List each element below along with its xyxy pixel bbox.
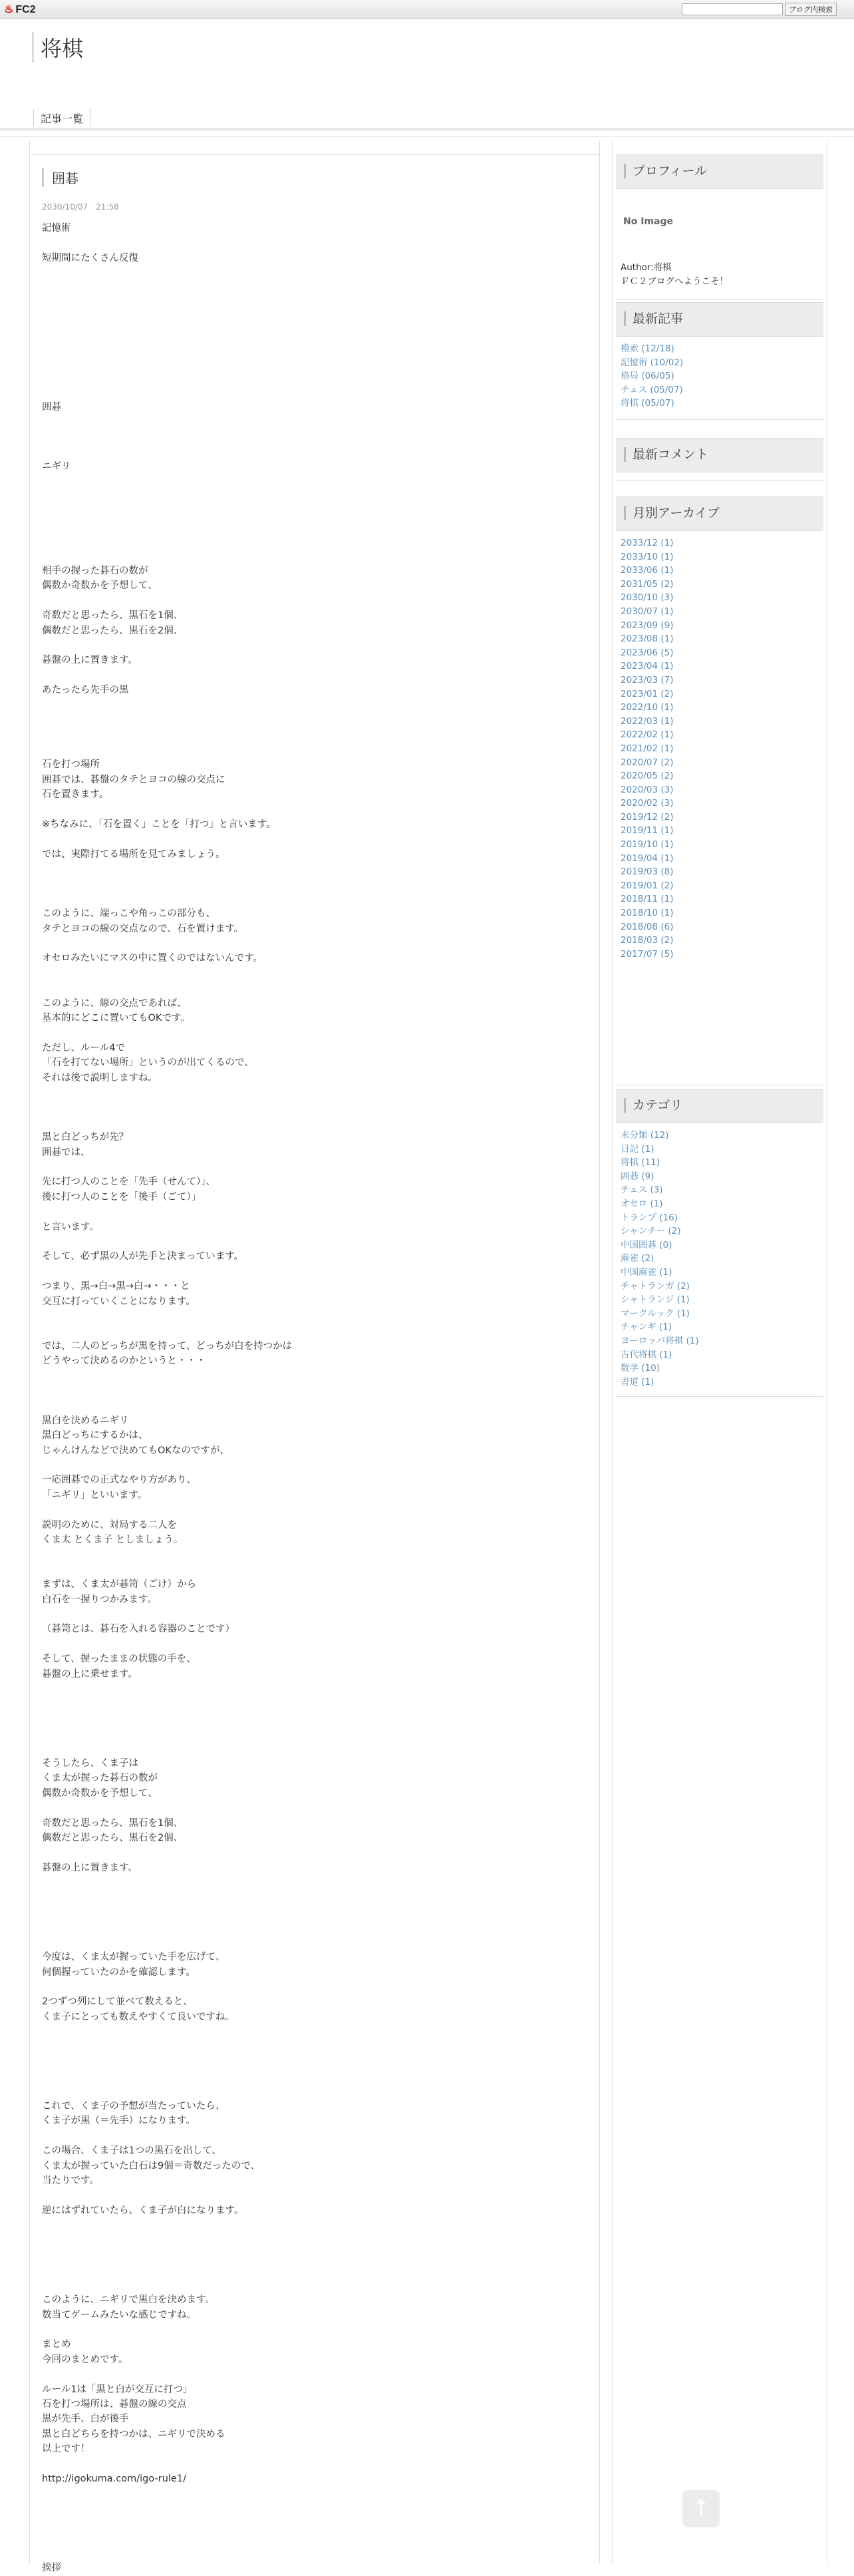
recent-article-link[interactable]: 格局 (06/05): [621, 371, 674, 382]
archive-month-link[interactable]: 2017/07 (5): [621, 948, 674, 960]
article-line: 逆にはずれていたら、くま子が白になります。: [42, 2205, 244, 2216]
blank-line: [42, 2248, 574, 2263]
category-link[interactable]: 中国囲碁 (0): [621, 1239, 672, 1250]
blank-line: [42, 862, 574, 876]
blank-line: [42, 2129, 574, 2143]
article-line: まとめ: [42, 2339, 71, 2350]
article-line: くま太が握った碁石の数が: [42, 1773, 158, 1784]
category-link[interactable]: マークルック (1): [621, 1308, 690, 1319]
archive-month-link[interactable]: 2019/03 (8): [621, 866, 674, 878]
archive-list: [621, 536, 674, 961]
article-line: このように、ニギリで黒白を決めます。: [42, 2295, 215, 2306]
article-line: くま子が黒（＝先手）になります。: [42, 2116, 196, 2127]
blank-line: [42, 1025, 574, 1040]
archive-month-link[interactable]: 2020/05 (2): [621, 771, 674, 782]
blank-line: [42, 2486, 574, 2501]
blank-line: [42, 936, 574, 951]
article-line: 黒と白どちらを持つかは、ニギリで決める: [42, 2428, 225, 2440]
article-line: 黒が先手、白が後手: [42, 2414, 129, 2425]
blank-line: [42, 1920, 574, 1934]
article-link[interactable]: http://igokuma.com/igo-rule1/: [42, 2474, 186, 2485]
article-line: どうやって決めるのかというと・・・: [42, 1356, 206, 1367]
article-line: 囲碁: [42, 401, 61, 413]
blank-line: [42, 1726, 574, 1741]
blank-line: [42, 713, 574, 727]
category-link[interactable]: トランプ (16): [621, 1212, 678, 1223]
archive-month-link[interactable]: 2023/06 (5): [621, 647, 674, 658]
blank-line: [42, 2367, 574, 2382]
archive-heading: 月別アーカイブ: [624, 506, 720, 520]
blank-line: [42, 310, 574, 325]
article-line: つまり、黒→白→黒→白→・・・と: [42, 1281, 190, 1292]
archive-month-link[interactable]: 2019/12 (2): [621, 811, 674, 823]
blank-line: [42, 1398, 574, 1413]
blank-line: [42, 2516, 574, 2531]
article-line: 石を置きます。: [42, 789, 109, 801]
category-widget-header: [616, 1089, 823, 1123]
article-line: くま太 とくま子 としましょう。: [42, 1534, 184, 1545]
blank-line: [42, 1100, 574, 1115]
archive-month-link[interactable]: 2022/02 (1): [621, 729, 674, 741]
archive-month-link[interactable]: 2033/06 (1): [621, 565, 674, 576]
fc2-flame-icon: ♨: [4, 4, 14, 15]
blank-line: [42, 504, 574, 518]
article-line: 基本的にどこに置いてもOKです。: [42, 1013, 190, 1023]
archive-month-link[interactable]: 2021/02 (1): [621, 743, 674, 754]
blank-line: [42, 1905, 574, 1920]
blank-line: [42, 1845, 574, 1860]
fc2-topbar: [0, 0, 854, 19]
blank-line: [42, 668, 574, 683]
blank-line: [42, 519, 574, 534]
blank-line: [42, 1980, 574, 1994]
article-line: オセロみたいにマスの中に置くのではないんです。: [42, 953, 263, 964]
arrow-up-icon: ↑: [691, 2495, 711, 2522]
blank-line: [42, 743, 574, 757]
category-link[interactable]: チャンギ (1): [621, 1322, 672, 1333]
article-line: ニギリ: [42, 461, 71, 472]
archive-month-link[interactable]: 2033/10 (1): [621, 551, 674, 562]
article-line: 黒白どっちにするかは、: [42, 1430, 148, 1441]
article-line: このように、端っこや角っこの部分も、: [42, 908, 215, 920]
article-line: 偶数だと思ったら、黒石を2個、: [42, 625, 184, 636]
blank-line: [42, 1891, 574, 1905]
archive-month-link[interactable]: 2018/11 (1): [621, 894, 674, 905]
category-link[interactable]: 囲碁 (9): [621, 1171, 654, 1182]
blank-line: [42, 1458, 574, 1473]
category-link[interactable]: シャトランジ (1): [621, 1294, 690, 1306]
blank-line: [42, 1085, 574, 1100]
article-line: 石を打つ場所: [42, 759, 100, 771]
recent-divider: [616, 419, 823, 420]
blank-line: [42, 1369, 574, 1383]
blank-line: [42, 2278, 574, 2293]
article-line: 挨拶: [42, 2563, 61, 2574]
article-line: 2つずつ列にして並べて数えると、: [42, 1996, 193, 2008]
blog-title[interactable]: 将棋: [32, 32, 83, 63]
blank-line: [42, 295, 574, 310]
article-line: 短期間にたくさん反復: [42, 252, 138, 264]
article-line: 交互に打っていくことになります。: [42, 1296, 196, 1307]
blank-line: [42, 2218, 574, 2233]
blank-line: [42, 281, 574, 295]
article-line: 以上です！: [42, 2444, 90, 2455]
archive-month-link[interactable]: 2018/08 (6): [621, 921, 674, 932]
blank-line: [42, 698, 574, 713]
blank-line: [42, 2546, 574, 2561]
nav-article-list[interactable]: 記事一覧: [33, 109, 90, 127]
blank-line: [42, 430, 574, 445]
fc2-logo-text: FC2: [15, 4, 36, 15]
blank-line: [42, 1801, 574, 1815]
blank-line: [42, 727, 574, 742]
blank-line: [42, 370, 574, 385]
blank-line: [42, 1607, 574, 1622]
blank-line: [42, 638, 574, 653]
article-line: 今度は、くま太が握っていた手を広げて、: [42, 1952, 225, 1963]
article-line: 記憶術: [42, 223, 71, 234]
article-line: 今回のまとめです。: [42, 2354, 128, 2365]
article-line: 偶数だと思ったら、黒石を2個、: [42, 1832, 184, 1843]
blank-line: [42, 549, 574, 564]
blank-line: [42, 2501, 574, 2516]
article-line: ルール1は「黒と白が交互に打つ」: [42, 2384, 193, 2395]
category-link[interactable]: 数学 (10): [621, 1363, 660, 1374]
article-line: 当たりです。: [42, 2175, 99, 2187]
article-line: では、二人のどっちが黒を持って、どっちが白を持つかは: [42, 1340, 293, 1352]
article-line: 偶数か奇数かを予想して、: [42, 580, 158, 592]
archive-month-link[interactable]: 2019/11 (1): [621, 825, 674, 836]
blank-line: [42, 2069, 574, 2084]
blank-line: [42, 2054, 574, 2069]
article-line: そして、握ったままの状態の手を、: [42, 1654, 196, 1665]
blank-line: [42, 355, 574, 370]
blank-line: [42, 1503, 574, 1517]
profile-heading: プロフィール: [624, 164, 707, 178]
archive-month-link[interactable]: 2018/03 (2): [621, 935, 674, 946]
archive-month-link[interactable]: 2018/10 (1): [621, 908, 674, 919]
blank-line: [42, 2233, 574, 2248]
archive-month-link[interactable]: 2019/01 (2): [621, 880, 674, 891]
blank-line: [42, 489, 574, 504]
recent-article-link[interactable]: チェス (05/07): [621, 384, 683, 395]
blog-search-input[interactable]: [682, 3, 783, 15]
archive-month-link[interactable]: 2033/12 (1): [621, 538, 674, 548]
article-line: あたったら先手の黒: [42, 685, 129, 696]
archive-month-link[interactable]: 2020/07 (2): [621, 757, 674, 768]
blank-line: [42, 981, 574, 996]
blank-line: [42, 385, 574, 399]
blank-line: [42, 534, 574, 548]
category-link[interactable]: 日記 (1): [621, 1143, 654, 1155]
article-line: ただし、ルール4で: [42, 1042, 125, 1053]
blank-line: [42, 2531, 574, 2546]
article-line: 黒白を決めるニギリ: [42, 1415, 129, 1426]
blank-line: [42, 325, 574, 340]
profile-widget-header: [616, 154, 823, 189]
recent-article-link[interactable]: 記憶術 (10/02): [621, 357, 684, 368]
article-line: 偶数か奇数かを予想して、: [42, 1787, 158, 1799]
article-line: この場合、くま子は1つの黒石を出して、: [42, 2145, 221, 2157]
recent-article-link[interactable]: 将棋 (05/07): [621, 398, 674, 409]
article-line: くま子にとっても数えやすくて良いですね。: [42, 2011, 235, 2022]
article-title[interactable]: 囲碁: [42, 168, 78, 187]
article-line: 白石を一握りつかみます。: [42, 1594, 157, 1605]
article-line: 一応囲碁での正式なやり方があり、: [42, 1475, 196, 1486]
recent-article-link[interactable]: 模索 (12/18): [621, 343, 674, 354]
archive-month-link[interactable]: 2022/10 (1): [621, 702, 674, 713]
article-line: 黒と白どっちが先？: [42, 1132, 129, 1143]
category-heading: カテゴリ: [624, 1098, 682, 1113]
article-line: これで、くま子の予想が当たっていたら、: [42, 2101, 225, 2112]
blank-line: [42, 1204, 574, 1219]
article-line: タテとヨコの線の交点なので、石を置けます。: [42, 923, 244, 934]
article-line: 囲碁では、: [42, 1147, 90, 1158]
article-line: 「ニギリ」といいます。: [42, 1489, 148, 1501]
blank-line: [42, 1160, 574, 1175]
blank-line: [42, 1742, 574, 1756]
blank-line: [42, 1383, 574, 1398]
category-link[interactable]: ヨーロッパ将棋 (1): [621, 1335, 699, 1346]
archive-month-link[interactable]: 2023/03 (7): [621, 674, 674, 685]
article-line: まずは、くま太が碁笥（ごけ）から: [42, 1579, 196, 1590]
archive-month-link[interactable]: 2030/10 (3): [621, 592, 674, 604]
archive-month-link[interactable]: 2022/03 (1): [621, 715, 674, 727]
article-line: そうしたら、くま子は: [42, 1757, 138, 1769]
page-top-button[interactable]: [682, 2490, 720, 2527]
blank-line: [42, 1935, 574, 1950]
comments-heading: 最新コメント: [624, 447, 708, 462]
blank-line: [42, 966, 574, 981]
blank-line: [42, 1682, 574, 1696]
category-divider: [616, 1396, 823, 1397]
article-line: 碁盤の上に置きます。: [42, 655, 138, 666]
category-link[interactable]: シャンチー (2): [621, 1226, 681, 1237]
category-link[interactable]: 中国麻雀 (1): [621, 1266, 672, 1278]
blank-line: [42, 236, 574, 250]
article-line: では、実際打てる場所を見てみましょう。: [42, 848, 225, 860]
blank-line: [42, 876, 574, 891]
article-line: 碁盤の上に乗せます。: [42, 1668, 138, 1680]
blank-line: [42, 474, 574, 489]
article-line: （碁笥とは、碁石を入れる容器のことです）: [42, 1624, 235, 1635]
content-divider: [0, 136, 854, 137]
category-link[interactable]: オセロ (1): [621, 1198, 663, 1209]
blank-line: [42, 340, 574, 355]
blank-line: [42, 1234, 574, 1249]
blank-line: [42, 892, 574, 906]
archive-month-link[interactable]: 2023/01 (2): [621, 688, 674, 699]
article-line: 数当てゲームみたいな感じですね。: [42, 2309, 196, 2320]
comments-widget-header: [616, 438, 823, 472]
blank-line: [42, 832, 574, 846]
article-line: 何個握っていたのかを確認します。: [42, 1966, 196, 1978]
category-link[interactable]: チェス (3): [621, 1185, 663, 1196]
main-column: [29, 141, 600, 2574]
blank-line: [42, 1309, 574, 1324]
article-line: 相手の握った碁石の数が: [42, 566, 148, 577]
archive-month-link[interactable]: 2030/07 (1): [621, 606, 674, 617]
recent-list: [621, 342, 683, 411]
blank-line: [42, 594, 574, 608]
blog-search-button[interactable]: ブログ内検索: [785, 3, 837, 16]
category-link[interactable]: 古代将棋 (1): [621, 1349, 672, 1360]
comments-divider: [616, 480, 823, 481]
nav-divider: [0, 128, 854, 131]
recent-widget-header: [616, 302, 823, 337]
blank-line: [42, 2457, 574, 2472]
archive-month-link[interactable]: 2019/04 (1): [621, 852, 674, 864]
blank-line: [42, 1324, 574, 1338]
archive-month-link[interactable]: 2023/08 (1): [621, 634, 674, 645]
article-line: じゃんけんなどで決めてもOKなのですが、: [42, 1445, 229, 1456]
archive-month-link[interactable]: 2020/03 (3): [621, 784, 674, 795]
article-date: 2030/10/07 21:58: [42, 202, 119, 212]
category-link[interactable]: チャトランガ (2): [621, 1280, 690, 1292]
blank-line: [42, 415, 574, 429]
fc2-logo[interactable]: [4, 3, 36, 16]
category-list: [621, 1129, 699, 1389]
article-line: そして、必ず黒の人が先手と決まっています。: [42, 1251, 244, 1262]
article-line: 先に打つ人のことを「先手（せんて）」、: [42, 1177, 215, 1188]
article-body: [42, 221, 574, 2576]
blank-line: [42, 1712, 574, 1726]
archive-month-link[interactable]: 2020/02 (3): [621, 798, 674, 809]
article-line: 石を打つ場所は、碁盤の線の交点: [42, 2399, 187, 2410]
archive-month-link[interactable]: 2031/05 (2): [621, 578, 674, 590]
archive-month-link[interactable]: 2023/04 (1): [621, 661, 674, 672]
blank-line: [42, 1264, 574, 1279]
blank-line: [42, 1115, 574, 1130]
blank-line: [42, 266, 574, 280]
blank-line: [42, 1696, 574, 1711]
author-name: Author:将棋: [621, 262, 672, 273]
blank-line: [42, 2263, 574, 2277]
category-link[interactable]: 麻雀 (2): [621, 1253, 654, 1264]
profile-no-image: No Image: [623, 216, 673, 227]
article-line: と言います。: [42, 1221, 99, 1232]
blank-line: [42, 2040, 574, 2054]
profile-divider: [616, 299, 823, 300]
article-line: ※ちなみに、「石を置く」ことを「打つ」と言います。: [42, 819, 276, 830]
article-line: 奇数だと思ったら、黒石を1個、: [42, 610, 184, 622]
article-line: 「石を打てない場所」というのが出てくるので、: [42, 1057, 254, 1069]
article-line: 奇数だと思ったら、黒石を1個、: [42, 1817, 184, 1829]
blank-line: [42, 1547, 574, 1562]
archive-widget-header: [616, 496, 823, 531]
category-link[interactable]: 将棋 (11): [621, 1157, 660, 1169]
article-line: それは後で説明しますね。: [42, 1072, 158, 1083]
archive-month-link[interactable]: 2019/10 (1): [621, 839, 674, 850]
article-line: 説明のために、対局する二人を: [42, 1519, 177, 1531]
article-line: 後に打つ人のことを「後手（ごて）」: [42, 1191, 202, 1202]
blank-line: [42, 2189, 574, 2203]
profile-author: [621, 261, 728, 288]
blank-line: [42, 1563, 574, 1577]
category-link[interactable]: 書道 (1): [621, 1376, 654, 1387]
blank-line: [42, 2084, 574, 2099]
blank-line: [42, 2322, 574, 2337]
sidebar: [612, 141, 827, 2563]
article-line: くま太が握っていた白石は9個＝奇数だったので、: [42, 2160, 260, 2171]
archive-month-link[interactable]: 2023/09 (9): [621, 620, 674, 631]
main-top-divider: [30, 154, 599, 155]
blank-line: [42, 1637, 574, 1652]
blank-line: [42, 2024, 574, 2039]
category-link[interactable]: 未分類 (12): [621, 1130, 669, 1141]
author-message: ＦＣ２ブログへようこそ！: [621, 276, 728, 287]
blank-line: [42, 1875, 574, 1890]
blank-line: [42, 445, 574, 459]
blank-line: [42, 802, 574, 817]
article-line: 囲碁では、碁盤のタテとヨコの線の交点に: [42, 774, 225, 785]
article-line: 碁盤の上に置きます。: [42, 1862, 138, 1873]
article-line: このように、線の交点であれば、: [42, 998, 187, 1009]
recent-heading: 最新記事: [624, 311, 683, 326]
